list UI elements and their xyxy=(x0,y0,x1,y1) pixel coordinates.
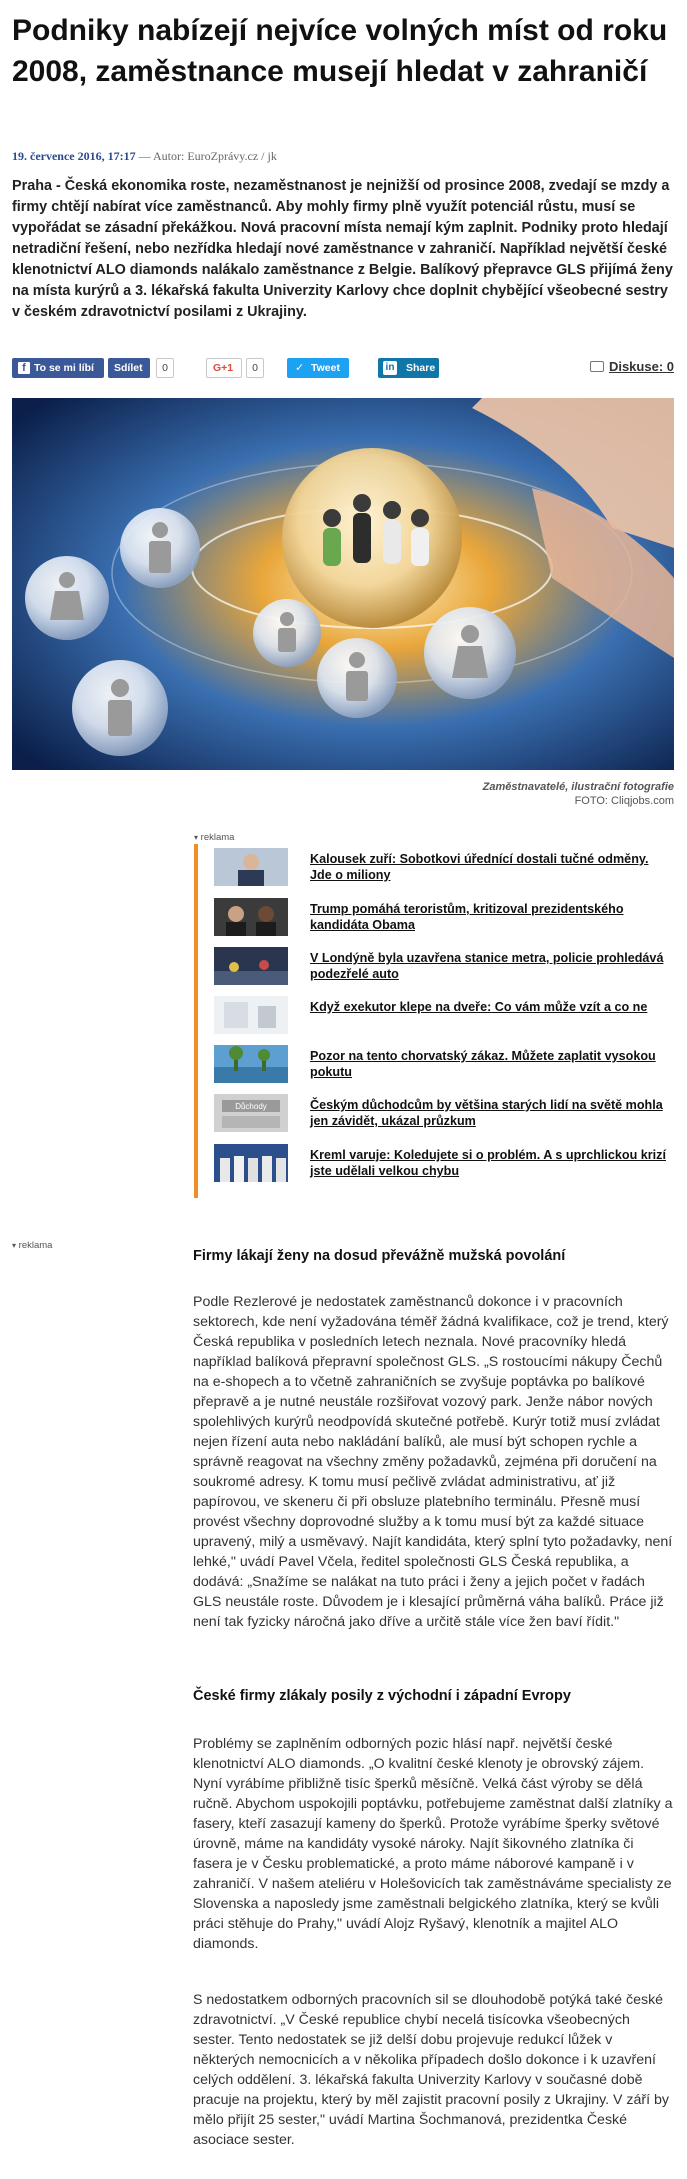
section-title: České firmy zlákaly posily z východní i západní Evropy xyxy=(193,1688,571,1704)
facebook-share-count: 0 xyxy=(156,358,174,378)
paragraph-text: Podle Rezlerové je nedostatek zaměstnanců dokonce i v pracovních sektorech, kde není vyžadována téměř žádná kvalifikace, což je trend, který Česká republika v posledních letech neznala. Nové pracovníky hledá například balíková přepravní společnost GLS. „S rostoucími nákupy Čechů na e-shopech a to včetně zahraničních se zvyšuje poptávka po balíkové přepravě a je nutné neustále rozšiřovat vozový park. Jenže nábor nových spolehlivých kurýrů neodpovídá skutečné potřebě. Kurýr totiž musí zvládat nejen řízení auta nebo nakládání balíků, ale musí být schopen rychle a správně reagovat na všechny změny požadavků, zejména při doručení na soukromé adresy. K tomu musí pečlivě zvládat administrativu, ať již papírovou, ve skeneru či při obsluze platebního terminálu. Přesně musí provést všechny doprovodné služby a k tomu musí být za každé situace upravený, milý a usměvavý. Najít kandidáta, který splní tyto požadavky, není lehké," uvádí Pavel Včela, ředitel společnosti GLS Česká republika, a dodává: „Snažíme se nalákat na tuto práci i ženy a jejich počet v řadách GLS neustále roste. Důvodem je i klesající průměrná váha balíků. Práce již není tak fyzicky náročná jako dříve a určitě stále více žen baví řídit." xyxy=(193,1294,673,1630)
related-link[interactable]: Pozor na tento chorvatský zákaz. Můžete zaplatit vysokou pokutu xyxy=(310,1049,656,1079)
related-thumbnail xyxy=(214,1144,288,1182)
related-link[interactable]: Když exekutor klepe na dveře: Co vám může vzít a co ne xyxy=(310,1000,648,1014)
paragraph-text: S nedostatkem odborných pracovních sil se dlouhodobě potýká také české zdravotnictví. „V České republice chybí necelá tisícovka všeobecných sester. Tento nedostatek se již delší dobu projevuje redukcí lůžek v některých nemocnicích a v několika případech došlo dokonce i k uzavření celých oddělení. 3. lékařská fakulta Univerzity Karlovy v současné době pracuje na projektu, který by měl zajistit pracovní posily z Ukrajiny. V září by mělo přijít 25 sester," uvádí Martina Šochmanová, prezidentka České asociace sester. xyxy=(193,1992,669,2148)
discussion-label: Diskuse: 0 xyxy=(608,359,674,374)
related-item[interactable] xyxy=(214,947,674,987)
comment-icon xyxy=(590,361,604,372)
related-item[interactable] xyxy=(214,1045,674,1085)
related-item[interactable] xyxy=(214,1144,674,1184)
caret-down-icon: ▾ xyxy=(12,1241,17,1250)
related-item[interactable] xyxy=(214,848,674,888)
body-paragraph-2 xyxy=(193,1734,673,1954)
article-date: 19. července 2016, 17:17 xyxy=(12,149,136,163)
related-item[interactable] xyxy=(214,996,674,1036)
body-paragraph-3 xyxy=(193,1990,673,2150)
discussion-link[interactable] xyxy=(590,359,674,374)
tweet-label: Tweet xyxy=(311,362,340,374)
linkedin-share-button[interactable] xyxy=(378,358,439,378)
related-articles xyxy=(194,844,674,1198)
thumb-label: Důchody xyxy=(235,1102,267,1111)
related-link[interactable]: Trump pomáhá teroristům, kritizoval prezidentského kandidáta Obama xyxy=(310,902,624,932)
related-thumbnail xyxy=(214,898,288,936)
related-thumbnail xyxy=(214,947,288,985)
ad-label-side xyxy=(12,1240,52,1251)
related-link[interactable]: Českým důchodcům by většina starých lidí na světě mohla jen závidět, ukázal průzkum xyxy=(310,1098,663,1128)
ad-label-text: reklama xyxy=(200,832,235,843)
body-paragraph-1 xyxy=(193,1292,673,1632)
meta-separator: — xyxy=(135,149,153,163)
related-thumbnail xyxy=(214,1045,288,1083)
caption-title: Zaměstnavatelé, ilustrační fotografie xyxy=(482,781,674,793)
linkedin-icon: in xyxy=(383,361,397,375)
ad-label-text: reklama xyxy=(18,1240,53,1251)
article-author: Autor: EuroZprávy.cz / jk xyxy=(152,149,277,163)
facebook-icon: f xyxy=(18,362,30,374)
related-thumbnail xyxy=(214,996,288,1034)
related-thumbnail xyxy=(214,848,288,886)
image-caption xyxy=(483,780,674,808)
related-link[interactable]: V Londýně byla uzavřena stanice metra, policie prohledává podezřelé auto xyxy=(310,951,664,981)
hero-illustration xyxy=(12,398,674,770)
paragraph-text: Problémy se zaplněním odborných pozic hlásí např. největší české klenotnictví ALO diamonds. „O kvalitní české klenoty je obrovský zájem. Nyní vyrábíme přibližně tisíc šperků měsíčně. Velká část výroby se dělá ručně. Abychom uspokojili poptávku, potřebujeme zaměstnat další zlatníky a fasery, kteří zasazují kameny do šperků. Protože vyrábíme šperky světové úrovně, máme na kandidáty vysoké nároky. Najít šikovného zlatníka či fasera je v Česku problematické, a proto máme náborové kampaně i v zahraničí. V našem ateliéru v Holešovicích tak zaměstnáváme specialisty ze Slovenska a naposledy jsme zaměstnali belgického zlatníka, který se kvůli práci stěhuje do Prahy," uvádí Alojz Ryšavý, klenotník a majitel ALO diamonds. xyxy=(193,1736,673,1952)
section-heading-1 xyxy=(193,1246,673,1266)
facebook-like-label: To se mi líbí xyxy=(34,362,94,374)
caret-down-icon: ▾ xyxy=(194,833,199,842)
facebook-share-button[interactable]: Sdílet xyxy=(108,358,150,378)
social-bar xyxy=(12,358,674,380)
related-link[interactable]: Kreml varuje: Koledujete si o problém. A s uprchlickou krizí jste udělali velkou chybu xyxy=(310,1148,666,1178)
related-link[interactable]: Kalousek zuří: Sobotkovi úřednící dostali tučné odměny. Jde o miliony xyxy=(310,852,649,882)
section-title: Firmy lákají ženy na dosud převážně mužská povolání xyxy=(193,1248,566,1264)
article-perex: Praha - Česká ekonomika roste, nezaměstnanost je nejnižší od prosince 2008, zvedají se mzdy a firmy chtějí nabírat více zaměstnanců. Aby mohly firmy plně využít potenciál růstu, musí se vypořádat se zásadní překážkou. Nová pracovní místa nemají kým zaplnit. Podniky proto hledají netradiční řešení, nebo nezřídka hledají nové zaměstnance v zahraničí. Například největší české klenotnictví ALO diamonds nalákalo zaměstnance z Belgie. Balíkový přepravce GLS přijímá ženy na místa kurýrů a 3. lékařská fakulta Univerzity Karlovy chce doplnit chybějící všeobecné sestry v českém zdravotnictví posilami z Ukrajiny. xyxy=(12,178,673,320)
linkedin-share-label: Share xyxy=(406,362,436,374)
article-meta xyxy=(12,149,277,164)
caption-credit: FOTO: Cliqjobs.com xyxy=(574,795,674,807)
section-heading-2 xyxy=(193,1686,673,1706)
facebook-like-button[interactable] xyxy=(12,358,104,378)
tweet-button[interactable] xyxy=(287,358,349,378)
google-plus-button[interactable]: G+1 xyxy=(206,358,242,378)
related-item[interactable] xyxy=(214,898,674,938)
related-item[interactable] xyxy=(214,1094,674,1134)
article-title: Podniky nabízejí nejvíce volných míst od roku 2008, zaměstnance musejí hledat v zahraničí xyxy=(12,14,668,88)
related-thumbnail xyxy=(214,1094,288,1132)
ad-label-top xyxy=(194,832,234,843)
hero-image xyxy=(12,398,674,770)
google-plus-count: 0 xyxy=(246,358,264,378)
twitter-bird-icon: ✓ xyxy=(295,362,305,374)
